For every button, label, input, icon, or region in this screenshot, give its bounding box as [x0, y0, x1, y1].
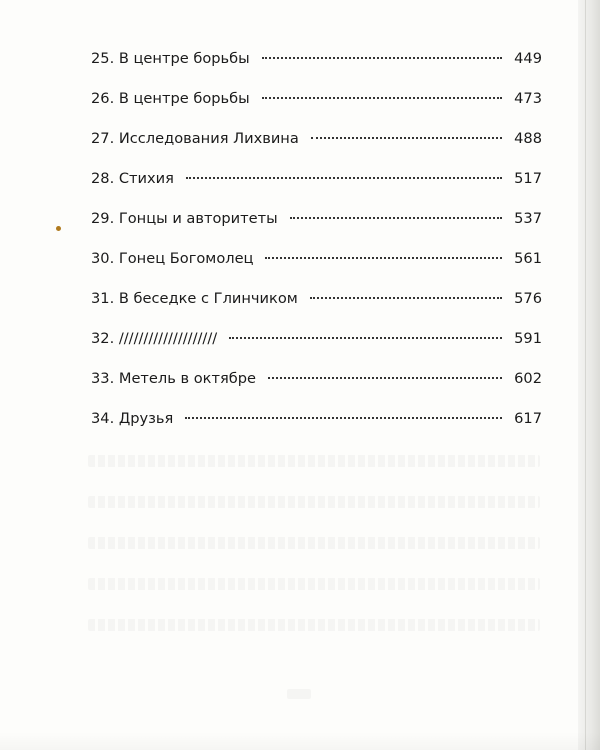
- toc-leader-dots: [185, 417, 502, 419]
- toc-entry-page: 473: [514, 90, 542, 107]
- toc-leader-dots: [311, 137, 502, 139]
- toc-entry: [91, 367, 542, 407]
- page-edge-line: [585, 0, 586, 750]
- toc-entry: [91, 87, 542, 127]
- toc-leader-dots: [186, 177, 502, 179]
- toc-entry-page: 576: [514, 290, 542, 307]
- toc-entry: [91, 127, 542, 167]
- toc-entry-page: 561: [514, 250, 542, 267]
- toc-leader-dots: [265, 257, 502, 259]
- show-through-line: [88, 619, 540, 631]
- page-bottom-shade: [0, 732, 600, 750]
- toc-leader-dots: [310, 297, 502, 299]
- toc-entry: [91, 47, 542, 87]
- toc-leader-dots: [262, 97, 502, 99]
- toc-entry-page: 449: [514, 50, 542, 67]
- toc-entry-page: 517: [514, 170, 542, 187]
- show-through-text: [88, 455, 540, 660]
- toc-entry: [91, 167, 542, 207]
- toc-entry-title: 33. Метель в октябре: [91, 370, 256, 387]
- toc-leader-dots: [290, 217, 502, 219]
- toc-entry-title: 29. Гонцы и авторитеты: [91, 210, 278, 227]
- toc-entry: [91, 207, 542, 247]
- toc-entry: [91, 407, 542, 447]
- toc-entry-title: 32. ////////////////////: [91, 330, 218, 347]
- toc-entry-page: 617: [514, 410, 542, 427]
- toc-leader-dots: [229, 337, 502, 339]
- show-through-line: [88, 455, 540, 467]
- show-through-line: [88, 496, 540, 508]
- show-through-line: [88, 537, 540, 549]
- toc-leader-dots: [262, 57, 502, 59]
- toc-entry: [91, 247, 542, 287]
- toc-entry-page: 591: [514, 330, 542, 347]
- toc-entry-title: 26. В центре борьбы: [91, 90, 250, 107]
- show-through-folio: [287, 689, 311, 699]
- toc-entry-title: 30. Гонец Богомолец: [91, 250, 254, 267]
- toc-entry: [91, 287, 542, 327]
- toc-entry-title: 27. Исследования Лихвина: [91, 130, 299, 147]
- toc-entry-page: 537: [514, 210, 542, 227]
- toc-entry-page: 488: [514, 130, 542, 147]
- table-of-contents: [91, 47, 542, 447]
- toc-entry-title: 31. В беседке с Глинчиком: [91, 290, 298, 307]
- paper-speck: [56, 226, 61, 231]
- toc-entry-page: 602: [514, 370, 542, 387]
- show-through-line: [88, 578, 540, 590]
- toc-leader-dots: [268, 377, 502, 379]
- toc-entry-title: 28. Стихия: [91, 170, 174, 187]
- toc-entry-title: 34. Друзья: [91, 410, 174, 427]
- toc-entry-title: 25. В центре борьбы: [91, 50, 250, 67]
- toc-entry: [91, 327, 542, 367]
- page-edge-shadow: [578, 0, 600, 750]
